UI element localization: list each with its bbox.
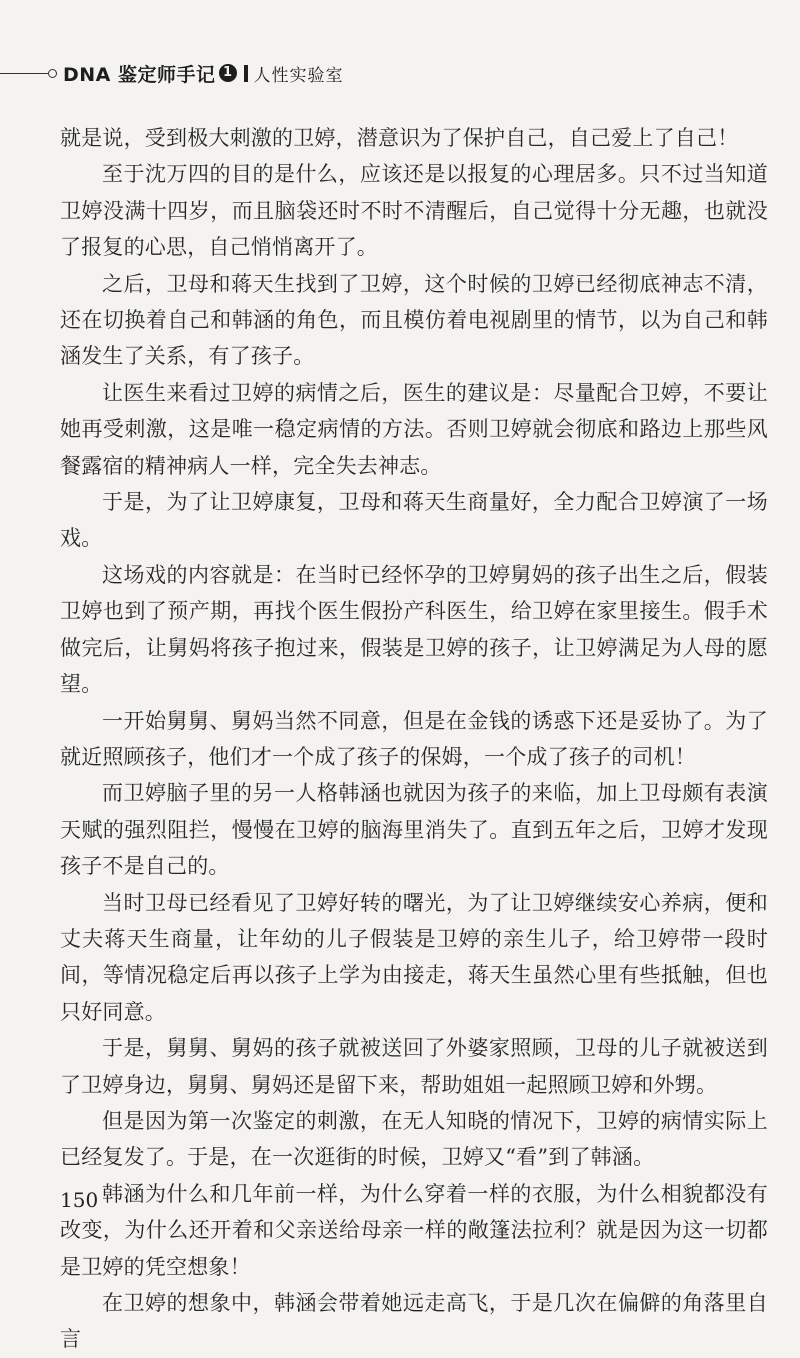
paragraph: 而卫婷脑子里的另一人格韩涵也就因为孩子的来临，加上卫母颇有表演天赋的强烈阻拦，慢慢在卫婷的脑海里消失了。直到五年之后，卫婷才发现孩子不是自己的。 [60,781,768,879]
paragraph: 让医生来看过卫婷的病情之后，医生的建议是：尽量配合卫婷，不要让她再受刺激，这是唯一稳定病情的方法。否则卫婷就会彻底和路边上那些风餐露宿的精神病人一样，完全失去神志。 [60,380,768,478]
book-subtitle: 人性实验室 [253,65,344,86]
paragraph: 于是，为了让卫婷康复，卫母和蒋天生商量好，全力配合卫婷演了一场戏。 [60,490,768,551]
paragraph: 至于沈万四的目的是什么，应该还是以报复的心理居多。只不过当知道卫婷没满十四岁，而且脑袋还时不时不清醒后，自己觉得十分无趣，也就没了报复的心思，自己悄悄离开了。 [60,162,768,260]
paragraph: 就是说，受到极大刺激的卫婷，潜意识为了保护自己，自己爱上了自己！ [60,126,739,150]
paragraph: 韩涵为什么和几年前一样，为什么穿着一样的衣服，为什么相貌都没有改变，为什么还开着和父亲送给母亲一样的敞篷法拉利？就是因为这一切都是卫婷的凭空想象！ [60,1181,768,1279]
header-circle-ornament [48,69,57,78]
page-number: 150 [60,1188,99,1212]
paragraph: 在卫婷的想象中，韩涵会带着她远走高飞，于是几次在偏僻的角落里自言 [60,1291,768,1352]
paragraph: 之后，卫母和蒋天生找到了卫婷，这个时候的卫婷已经彻底神志不清，还在切换着自己和韩涵的角色，而且模仿着电视剧里的情节，以为自己和韩涵发生了关系，有了孩子。 [60,271,768,369]
header-separator [244,65,248,82]
running-header [0,58,420,88]
header-rule [0,73,48,74]
book-title: DNA 鉴定师手记 [63,63,216,86]
body-text [60,120,768,1358]
paragraph: 当时卫母已经看见了卫婷好转的曙光，为了让卫婷继续安心养病，便和丈夫蒋天生商量，让年幼的儿子假装是卫婷的亲生儿子，给卫婷带一段时间，等情况稳定后再以孩子上学为由接走，蒋天生虽然心里有些抵触，但也只好同意。 [60,890,768,1024]
paragraph: 一开始舅舅、舅妈当然不同意，但是在金钱的诱惑下还是妥协了。为了就近照顾孩子，他们才一个成了孩子的保姆，一个成了孩子的司机！ [60,708,768,769]
paragraph: 这场戏的内容就是：在当时已经怀孕的卫婷舅妈的孩子出生之后，假装卫婷也到了预产期，再找个医生假扮产科医生，给卫婷在家里接生。假手术做完后，让舅妈将孩子抱过来，假装是卫婷的孩子，让卫婷满足为人母的愿望。 [60,562,768,697]
paragraph: 但是因为第一次鉴定的刺激，在无人知晓的情况下，卫婷的病情实际上已经复发了。于是，在一次逛街的时候，卫婷又“看”到了韩涵。 [60,1108,768,1170]
volume-badge: 1 [219,64,237,82]
paragraph: 于是，舅舅、舅妈的孩子就被送回了外婆家照顾，卫母的儿子就被送到了卫婷身边，舅舅、舅妈还是留下来，帮助姐姐一起照顾卫婷和外甥。 [60,1036,768,1097]
